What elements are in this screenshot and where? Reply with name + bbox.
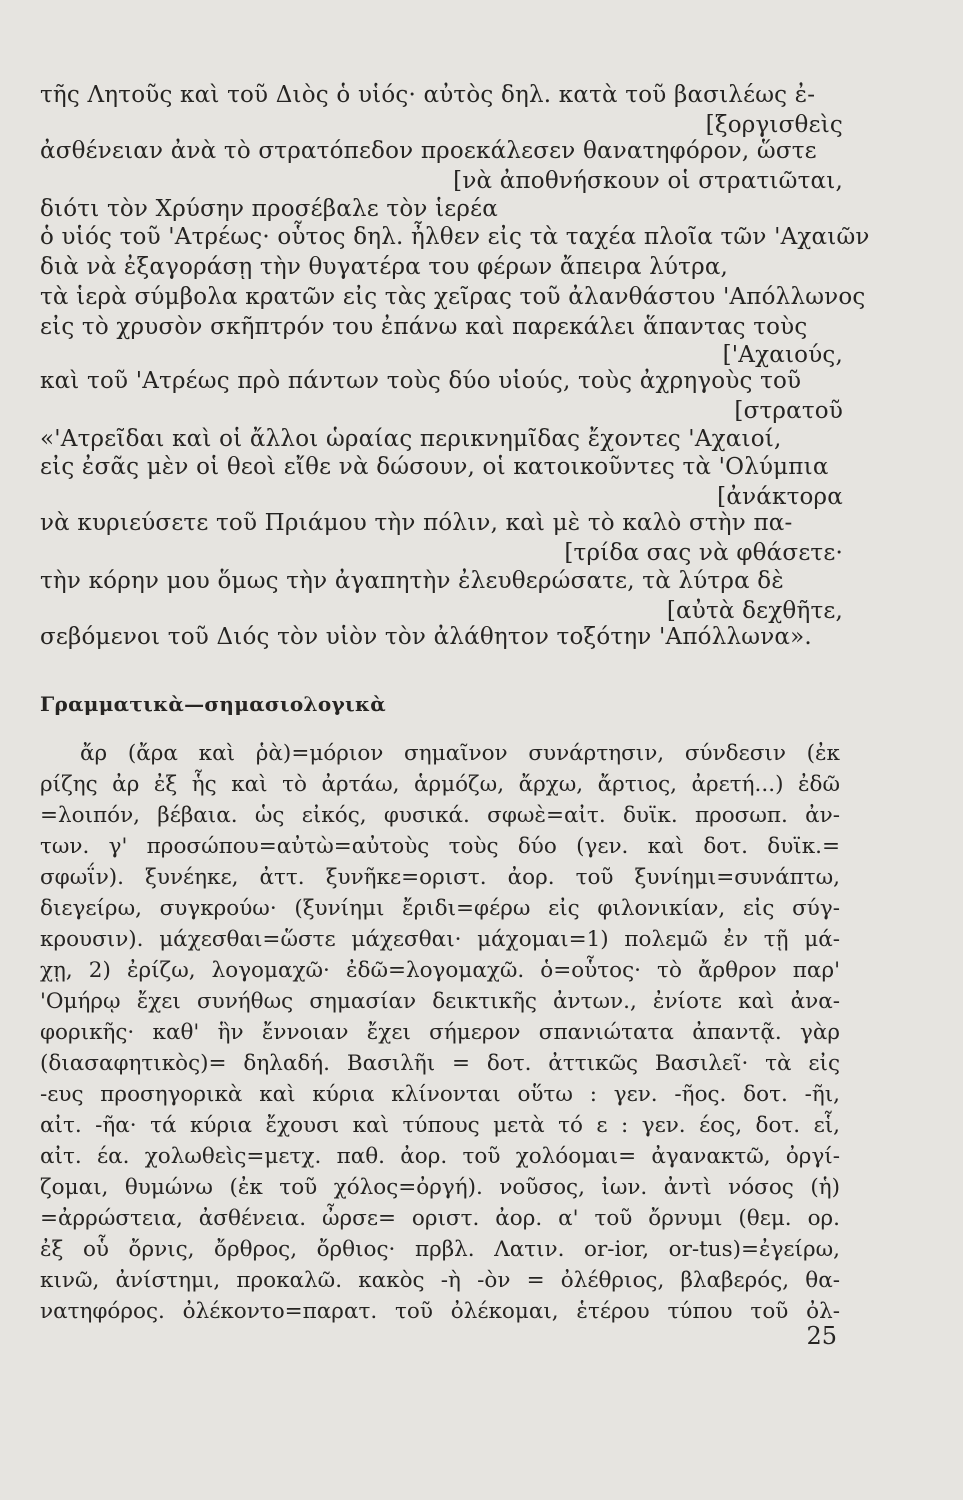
poem-line: τὴν κόρην μου ὅμως τὴν ἀγαπητὴν ἐλευθερώσατε, τὰ λύτρα δὲ bbox=[40, 568, 784, 594]
poem-line: καὶ τοῦ 'Ατρέως πρὸ πάντων τοὺς δύο υἱούς, τοὺς ἀχρηγοὺς τοῦ bbox=[40, 368, 802, 394]
gloss-line: αἰτ. -ῆα· τά κύρια ἔχουσι καὶ τύπους μετὰ τό ε : γεν. έος, δοτ. εἷ, bbox=[40, 1113, 840, 1138]
gloss-line: =ἀρρώστεια, ἀσθένεια. ὦρσε= οριστ. ἀορ. α' τοῦ ὄρνυμι (θεμ. ορ. bbox=[40, 1206, 840, 1231]
gloss-line: κρουσιν). μάχεσθαι=ὥστε μάχεσθαι· μάχομαι=1) πολεμῶ ἐν τῇ μά- bbox=[40, 927, 840, 952]
gloss-line: =λοιπόν, βέβαια. ὡς εἰκός, φυσικά. σφωὲ=αἰτ. δυϊκ. προσωπ. ἀν- bbox=[40, 803, 840, 828]
gloss-line: ζομαι, θυμώνω (ἐκ τοῦ χόλος=ὀργή). νοῦσος, ἰων. ἀντὶ νόσος (ἡ) bbox=[40, 1175, 840, 1200]
gloss-line: φορικῆς· καθ' ἣν ἔννοιαν ἔχει σήμερον σπανιώτατα ἀπαντᾷ. γὰρ bbox=[40, 1020, 840, 1045]
poem-line: εἰς ἐσᾶς μὲν οἱ θεοὶ εἴθε νὰ δώσουν, οἱ κατοικοῦντες τὰ 'Ολύμπια bbox=[40, 454, 829, 480]
poem-line: εἰς τὸ χρυσὸν σκῆπτρόν του ἐπάνω καὶ παρεκάλει ἅπαντας τοὺς bbox=[40, 314, 808, 340]
poem-line: διὰ νὰ ἐξαγοράσῃ τὴν θυγατέρα του φέρων ἄπειρα λύτρα, bbox=[40, 254, 729, 280]
poem-line: τὰ ἱερὰ σύμβολα κρατῶν εἰς τὰς χεῖρας τοῦ ἀλανθάστου 'Απόλλωνος bbox=[40, 284, 866, 310]
gloss-line: νατηφόρος. ὀλέκοντο=παρατ. τοῦ ὀλέκομαι, ἑτέρου τύπου τοῦ ὀλ- bbox=[40, 1299, 840, 1324]
gloss-line: σφωΐν). ξυνέηκε, ἀττ. ξυνῆκε=οριστ. ἀορ. τοῦ ξυνίημι=συνάπτω, bbox=[40, 865, 840, 890]
poem-line: «'Ατρεῖδαι καὶ οἱ ἄλλοι ὡραίας περικνημῖδας ἔχοντες 'Αχαιοί, bbox=[40, 426, 782, 452]
gloss-line: των. γ' προσώπου=αὐτὼ=αὐτοὺς τοὺς δύο (γεν. καὶ δοτ. δυϊκ.= bbox=[40, 834, 840, 859]
gloss-line: ἐξ οὗ ὄρνις, ὄρθρος, ὄρθιος· πρβλ. Λατιν. or-ior, or-tus)=ἐγείρω, bbox=[40, 1237, 840, 1262]
gloss-line: χῃ, 2) ἐρίζω, λογομαχῶ· ἐδῶ=λογομαχῶ. ὁ=οὗτος· τὸ ἄρθρον παρ' bbox=[40, 958, 840, 983]
gloss-line: ρίζης ἀρ ἐξ ἧς καὶ τὸ ἀρτάω, ἁρμόζω, ἄρχω, ἄρτιος, ἀρετή...) ἐδῶ bbox=[40, 772, 840, 797]
section-heading: Γραμματικὰ—σημασιολογικὰ bbox=[40, 692, 386, 716]
poem-line-continuation: [νὰ ἀποθνήσκουν οἱ στρατιῶται, bbox=[453, 168, 843, 194]
gloss-line: διεγείρω, συγκρούω· (ξυνίημι ἔριδι=φέρω εἰς φιλονικίαν, εἰς σύγ- bbox=[40, 896, 840, 921]
gloss-line: ἄρ (ἄρα καὶ ῥὰ)=μόριον σημαῖνον συνάρτησιν, σύνδεσιν (ἐκ bbox=[80, 741, 840, 766]
poem-line-continuation: ['Αχαιούς, bbox=[722, 342, 843, 368]
gloss-line: 'Ομήρῳ ἔχει συνήθως σημασίαν δεικτικῆς ἀντων., ἐνίοτε καὶ ἀνα- bbox=[40, 989, 840, 1014]
poem-line: ὁ υἱός τοῦ 'Ατρέως· οὗτος δηλ. ἦλθεν εἰς τὰ ταχέα πλοῖα τῶν 'Αχαιῶν bbox=[40, 224, 870, 250]
poem-line: ἀσθένειαν ἀνὰ τὸ στρατόπεδον προεκάλεσεν θανατηφόρον, ὥστε bbox=[40, 138, 817, 164]
poem-line: νὰ κυριεύσετε τοῦ Πριάμου τὴν πόλιν, καὶ μὲ τὸ καλὸ στὴν πα- bbox=[40, 510, 793, 536]
poem-line-continuation: [στρατοῦ bbox=[734, 398, 843, 424]
poem-line: διότι τὸν Χρύσην προσέβαλε τὸν ἱερέα bbox=[40, 196, 498, 222]
poem-line-continuation: [αὐτὰ δεχθῆτε, bbox=[666, 598, 843, 624]
page-number: 25 bbox=[806, 1322, 837, 1350]
gloss-line: (διασαφητικὸς)= δηλαδή. Βασιλῆι = δοτ. ἀττικῶς Βασιλεῖ· τὰ εἰς bbox=[40, 1051, 840, 1076]
poem-line-continuation: [τρίδα σας νὰ φθάσετε· bbox=[564, 540, 843, 566]
poem-line-continuation: [ξοργισθεὶς bbox=[705, 112, 843, 138]
gloss-line: κινῶ, ἀνίστημι, προκαλῶ. κακὸς -ὴ -ὸν = ὀλέθριος, βλαβερός, θα- bbox=[40, 1268, 840, 1293]
poem-line: τῆς Λητοῦς καὶ τοῦ Διὸς ὁ υἱός· αὐτὸς δηλ. κατὰ τοῦ βασιλέως ἐ- bbox=[40, 82, 816, 108]
gloss-line: αἰτ. έα. χολωθεὶς=μετχ. παθ. ἀορ. τοῦ χολόομαι= ἀγανακτῶ, ὀργί- bbox=[40, 1144, 840, 1169]
gloss-line: -ευς προσηγορικὰ καὶ κύρια κλίνονται οὕτω : γεν. -ῆος. δοτ. -ῆι, bbox=[40, 1082, 840, 1107]
poem-line: σεβόμενοι τοῦ Διός τὸν υἱὸν τὸν ἀλάθητον τοξότην 'Απόλλωνα». bbox=[40, 624, 812, 650]
poem-line-continuation: [ἀνάκτορα bbox=[717, 484, 843, 510]
